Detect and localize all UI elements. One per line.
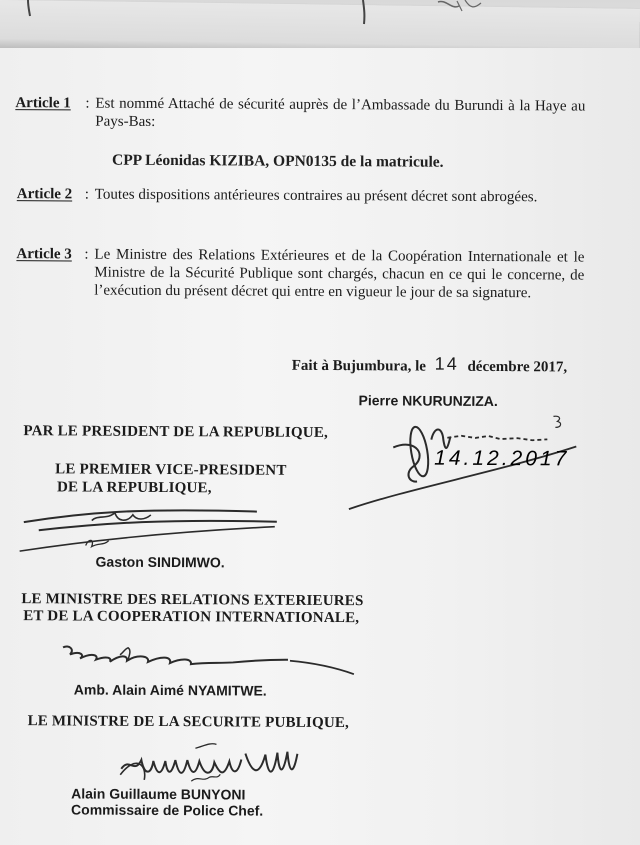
first-vice-president-signature [19,496,282,558]
appointee-line: CPP Léonidas KIZIBA, OPN0135 de la matricule. [111,151,444,171]
article-1-colon: : [85,95,90,112]
president-signature-date: 14.12.2017 [434,446,570,471]
article-3-text: Le Ministre des Relations Extérieures et de la Coopération Internationale et le Ministre de la Sécurité Publique sont chargés, chacun en ce qui le concerne, de l’exécution du présent décret qui entre en vigueur le jour de sa signature. [94,246,585,302]
article-1-text: Est nommé Attaché de sécurité auprès de l’Ambassade du Burundi à la Haye au Pays-Bas: [95,95,586,130]
public-security-minister-name: Alain Guillaume BUNYONI [71,785,246,803]
place-date-day: 14 [434,353,459,374]
article-2-label: Article 2 [16,186,73,203]
first-vice-president-name: Gaston SINDIMWO. [95,553,225,571]
par-le-president-heading: PAR LE PRESIDENT DE LA REPUBLIQUE, [23,423,329,442]
public-security-minister-rank: Commissaire de Police Chef. [71,801,264,819]
article-3-colon: : [84,246,89,263]
foreign-affairs-title-line-2: ET DE LA COOPERATION INTERNATIONALE, [23,608,360,627]
first-vice-president-title-line-2: DE LA REPUBLIQUE, [56,479,212,497]
president-name: Pierre NKURUNZIZA. [358,392,498,410]
president-signature [339,406,585,519]
article-3-label: Article 3 [16,246,72,263]
article-1-label: Article 1 [15,95,71,112]
article-2-text: Toutes dispositions antérieures contraires au présent décret sont abrogées. [94,186,538,206]
foreign-affairs-minister-name: Amb. Alain Aimé NYAMITWE. [73,681,267,699]
first-vice-president-title-line-1: LE PREMIER VICE-PRESIDENT [55,461,287,479]
public-security-title: LE MINISTRE DE LA SECURITE PUBLIQUE, [27,713,350,732]
foreign-affairs-signature [58,637,360,681]
foreign-affairs-title-line-1: LE MINISTRE DES RELATIONS EXTERIEURES [21,591,364,610]
place-date-prefix: Fait à Bujumbura, le [291,357,427,375]
public-security-signature [113,730,299,793]
place-date-line [292,354,568,377]
place-date-suffix: décembre 2017, [467,358,568,376]
article-2-colon: : [84,186,90,203]
